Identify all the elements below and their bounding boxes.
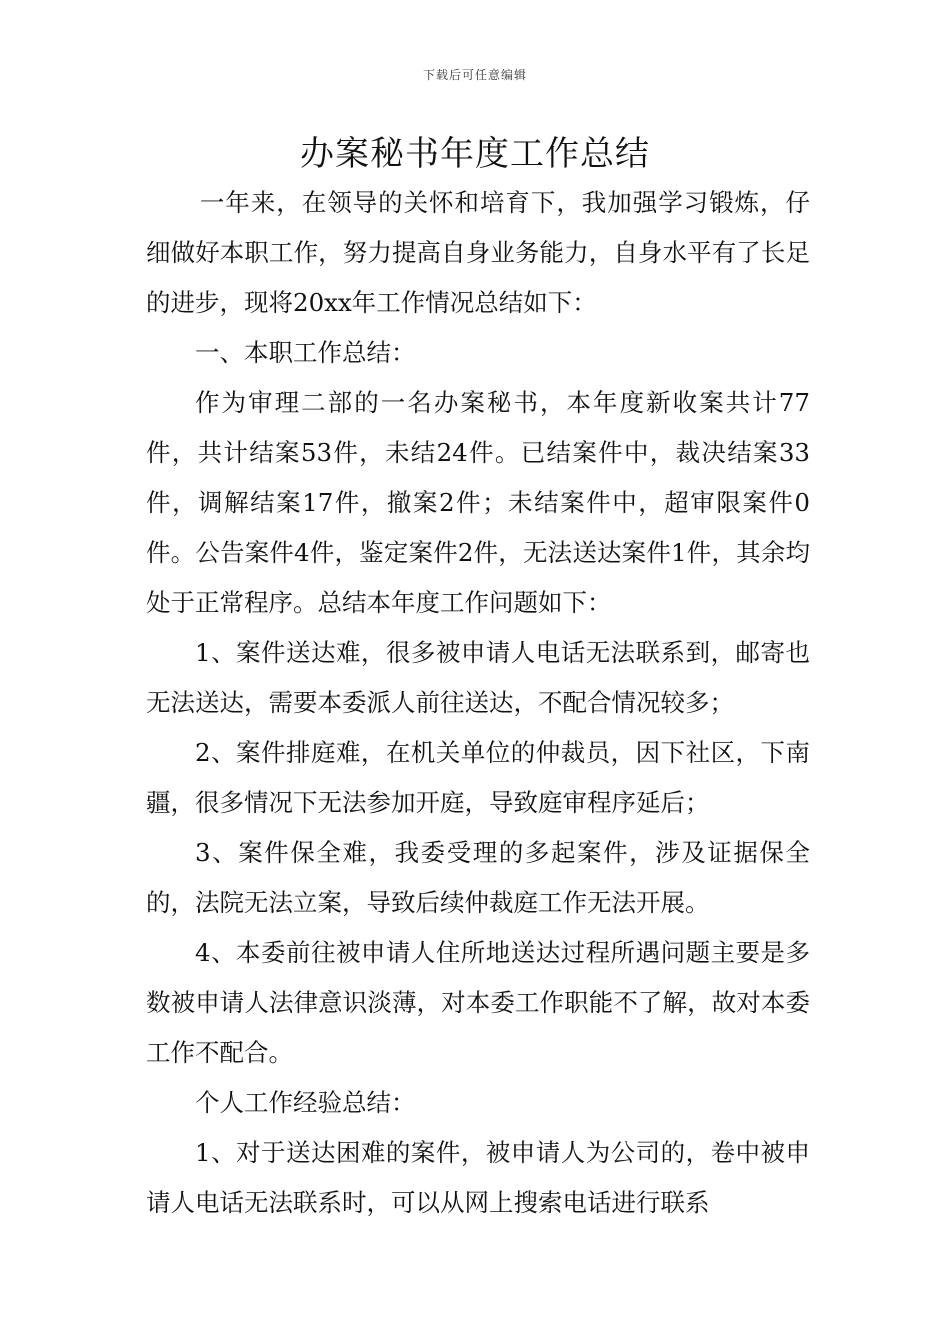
paragraph-issue-2: 2、案件排庭难，在机关单位的仲裁员，因下社区，下南疆，很多情况下无法参加开庭，导致庭审程序延后；: [146, 738, 810, 817]
header-note: 下载后可任意编辑: [422, 68, 527, 82]
paragraph-issue-3: 3、案件保全难，我委受理的多起案件，涉及证据保全的，法院无法立案，导致后续仲裁庭工作无法开展。: [146, 838, 810, 917]
paragraph-experience-1: 1、对于送达困难的案件，被申请人为公司的，卷中被申请人电话无法联系时，可以从网上搜索电话进行联系: [146, 1138, 810, 1217]
section-heading-experience: 个人工作经验总结：: [195, 1088, 416, 1117]
paragraph-case-statistics: 作为审理二部的一名办案秘书，本年度新收案共计77件，共计结案53件，未结24件。已结案件中，裁决结案33件，调解结案17件，撤案2件；未结案件中，超审限案件0件。公告案件4件，鉴定案件2件，无法送达案件1件，其余均处于正常程序。总结本年度工作问题如下：: [146, 388, 810, 617]
section-heading-duties: 一、本职工作总结：: [195, 338, 416, 367]
paragraph-issue-1: 1、案件送达难，很多被申请人电话无法联系到，邮寄也无法送达，需要本委派人前往送达，不配合情况较多；: [146, 638, 810, 717]
document-title: 办案秘书年度工作总结: [300, 134, 650, 174]
document-body: [146, 178, 810, 1228]
paragraph-issue-4: 4、本委前往被申请人住所地送达过程所遇问题主要是多数被申请人法律意识淡薄，对本委工作职能不了解，故对本委工作不配合。: [146, 938, 810, 1067]
paragraph-intro: 一年来，在领导的关怀和培育下，我加强学习锻炼，仔细做好本职工作，努力提高自身业务能力，自身水平有了长足的进步，现将20xx年工作情况总结如下：: [146, 188, 810, 317]
